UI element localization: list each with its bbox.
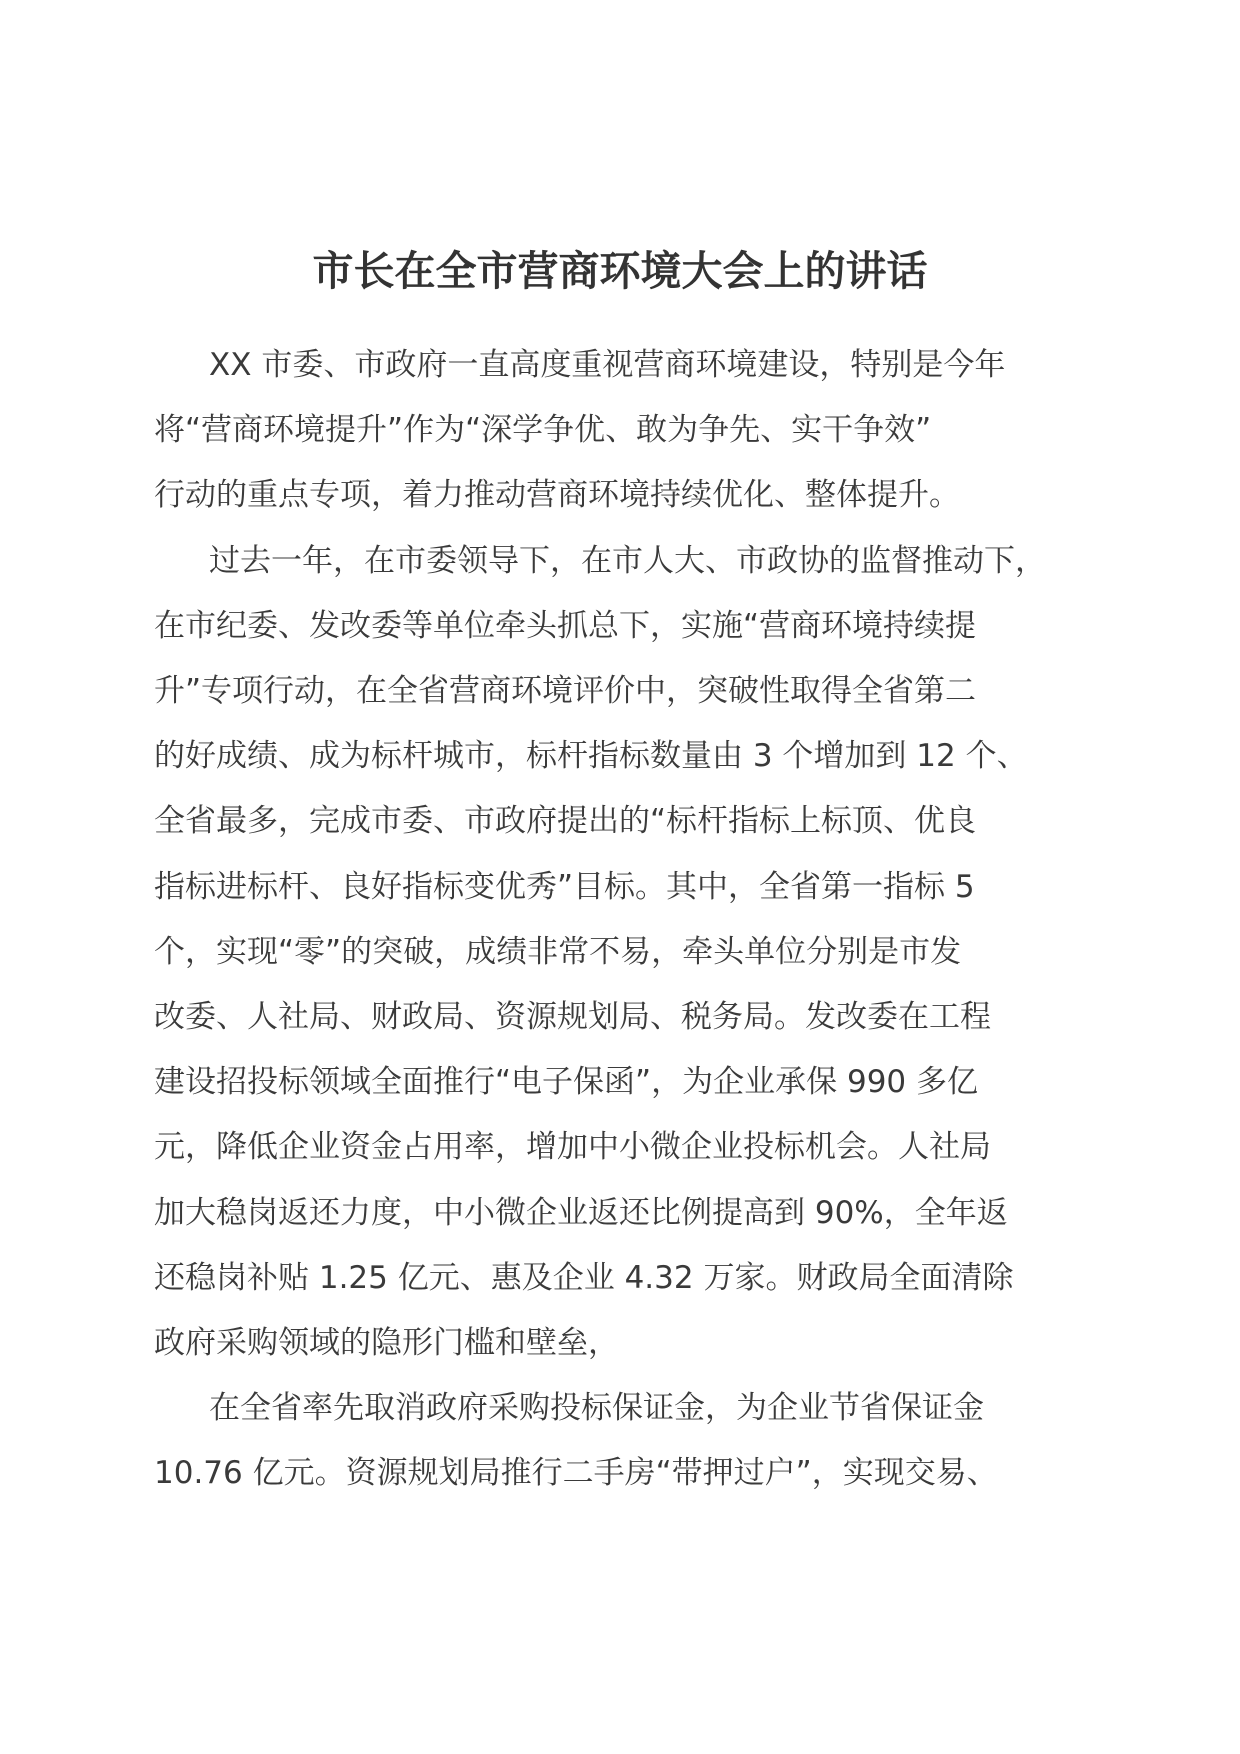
paragraph: XX 市委、市政府一直高度重视营商环境建设，特别是今年 将“营商环境提升”作为“深学争优、敢为争先、实干争效” 行动的重点专项，着力推动营商环境持续优化、整体提升。: [154, 347, 1006, 514]
paragraph: 过去一年，在市委领导下，在市人大、市政协的监督推动下， 在市纪委、发改委等单位牵头抓总下，实施“营商环境持续提 升”专项行动，在全省营商环境评价中，突破性取得全省第二 的好成绩、成为标杆城市，标杆指标数量由 3 个增加到 12 个、 全省最多，完成市委、市政府提出的“标杆指标上标顶、优良 指标进标杆、良好指标变优秀”目标。其中，全省第一指标 5 个，实现“零”的突破，成绩非常不易，牵头单位分别是市发 改委、人社局、财政局、资源规划局、税务局。发改委在工程 建设招投标领域全面推行“电子保函”，为企业承保 990 多亿 元，降低企业资金占用率，增加中小微企业投标机会。人社局 加大稳岗返还力度，中小微企业返还比例提高到 90%，全年返 还稳岗补贴 1.25 亿元、惠及企业 4.32 万家。财政局全面清除 政府采购领域的隐形门槛和壁垒，: [154, 542, 1046, 1362]
document-body: [154, 333, 1054, 1507]
document-title: 市长在全市营商环境大会上的讲话: [312, 247, 928, 295]
paragraph: 在全省率先取消政府采购投标保证金，为企业节省保证金 10.76 亿元。资源规划局推行二手房“带押过户”，实现交易、: [154, 1390, 998, 1492]
